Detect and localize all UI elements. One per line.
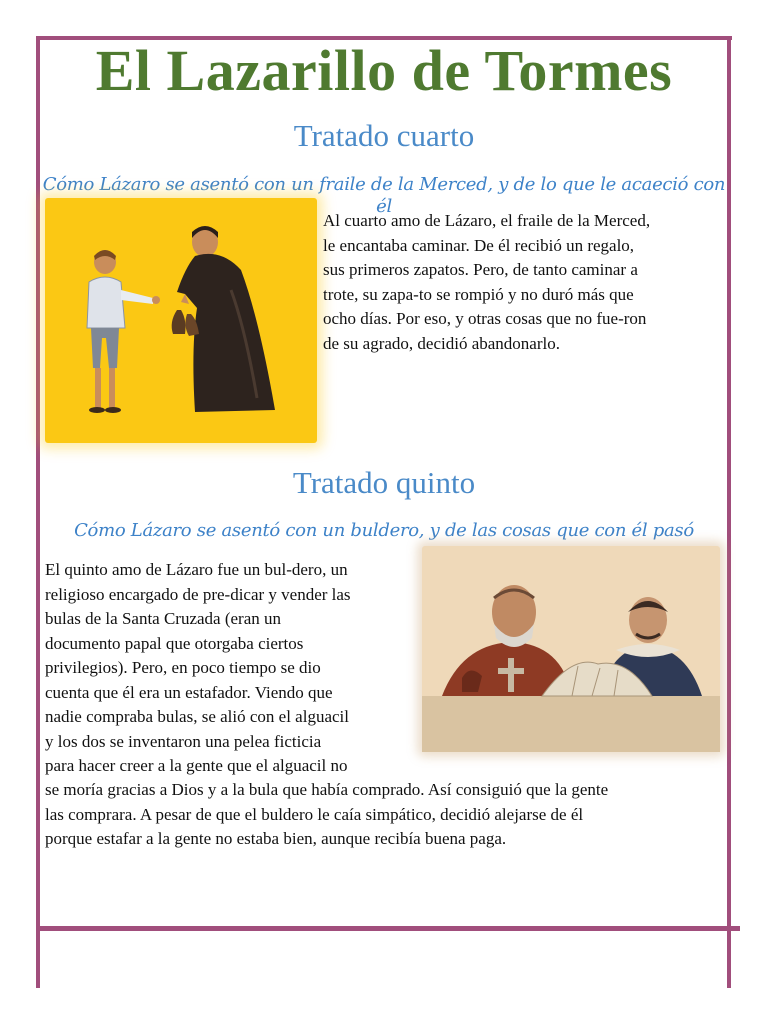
page-title: El Lazarillo de Tormes (95, 38, 673, 103)
buldero-and-alguacil-drawing (422, 546, 720, 752)
illustration-buldero-and-alguacil (422, 546, 720, 752)
paragraph-line: religioso encargado de pre-dicar y vender las (45, 584, 351, 604)
paragraph-line: cuenta que él era un estafador. Viendo que (45, 682, 333, 702)
paragraph-line: El quinto amo de Lázaro fue un bul-dero, un (45, 560, 348, 579)
paragraph-line: Al cuarto amo de Lázaro, el fraile de la Merced, (323, 211, 651, 230)
paragraph-line: se moría gracias a Dios y a la bula que había comprado. Así consiguió que la gente (45, 780, 609, 799)
paragraph-line: para hacer creer a la gente que el alguacil no (45, 756, 348, 775)
paragraph-line: nadie compraba bulas, se alió con el alguacil (45, 707, 349, 726)
paragraph-line: las comprara. A pesar de que el buldero le caía simpático, decidió alejarse de él (45, 804, 584, 824)
paragraph-line: porque estafar a la gente no estaba bien, aunque recibía buena paga. (45, 829, 507, 848)
paragraph-line: bulas de la Santa Cruzada (eran un (45, 609, 282, 628)
paragraph-line: ocho días. Por eso, y otras cosas que no fue-ron (323, 309, 647, 328)
paragraph-line: le encantaba caminar. De él recibió un regalo, (323, 235, 635, 255)
section-heading-tratado-quinto: Tratado quinto (292, 465, 476, 500)
paragraph-line: sus primeros zapatos. Pero, de tanto caminar a (323, 260, 638, 279)
page-border-bottom (36, 926, 740, 931)
paragraph-tratado-quinto-side (45, 558, 351, 779)
section-subheading-tratado-quinto: Cómo Lázaro se asentó con un buldero, y de las cosas que con él pasó (74, 520, 694, 541)
paragraph-line: documento papal que otorgaba ciertos (45, 633, 304, 653)
paragraph-tratado-cuarto (323, 209, 650, 356)
paragraph-tratado-quinto-full (45, 778, 608, 852)
paragraph-line: de su agrado, decidió abandonarlo. (323, 333, 560, 353)
section-heading-tratado-cuarto: Tratado cuarto (293, 118, 475, 153)
paragraph-line: y los dos se inventaron una pelea ficticia (45, 731, 322, 751)
illustration-friar-and-boy (45, 198, 317, 443)
paragraph-line: trote, su zapa-to se rompió y no duró más que (323, 284, 634, 304)
friar-and-boy-drawing (45, 198, 317, 443)
paragraph-line: privilegios). Pero, en poco tiempo se dio (45, 658, 321, 677)
section-subheading-tratado-cuarto: Cómo Lázaro se asentó con un fraile de la Merced, y de lo que le acaeció con él (42, 174, 726, 217)
